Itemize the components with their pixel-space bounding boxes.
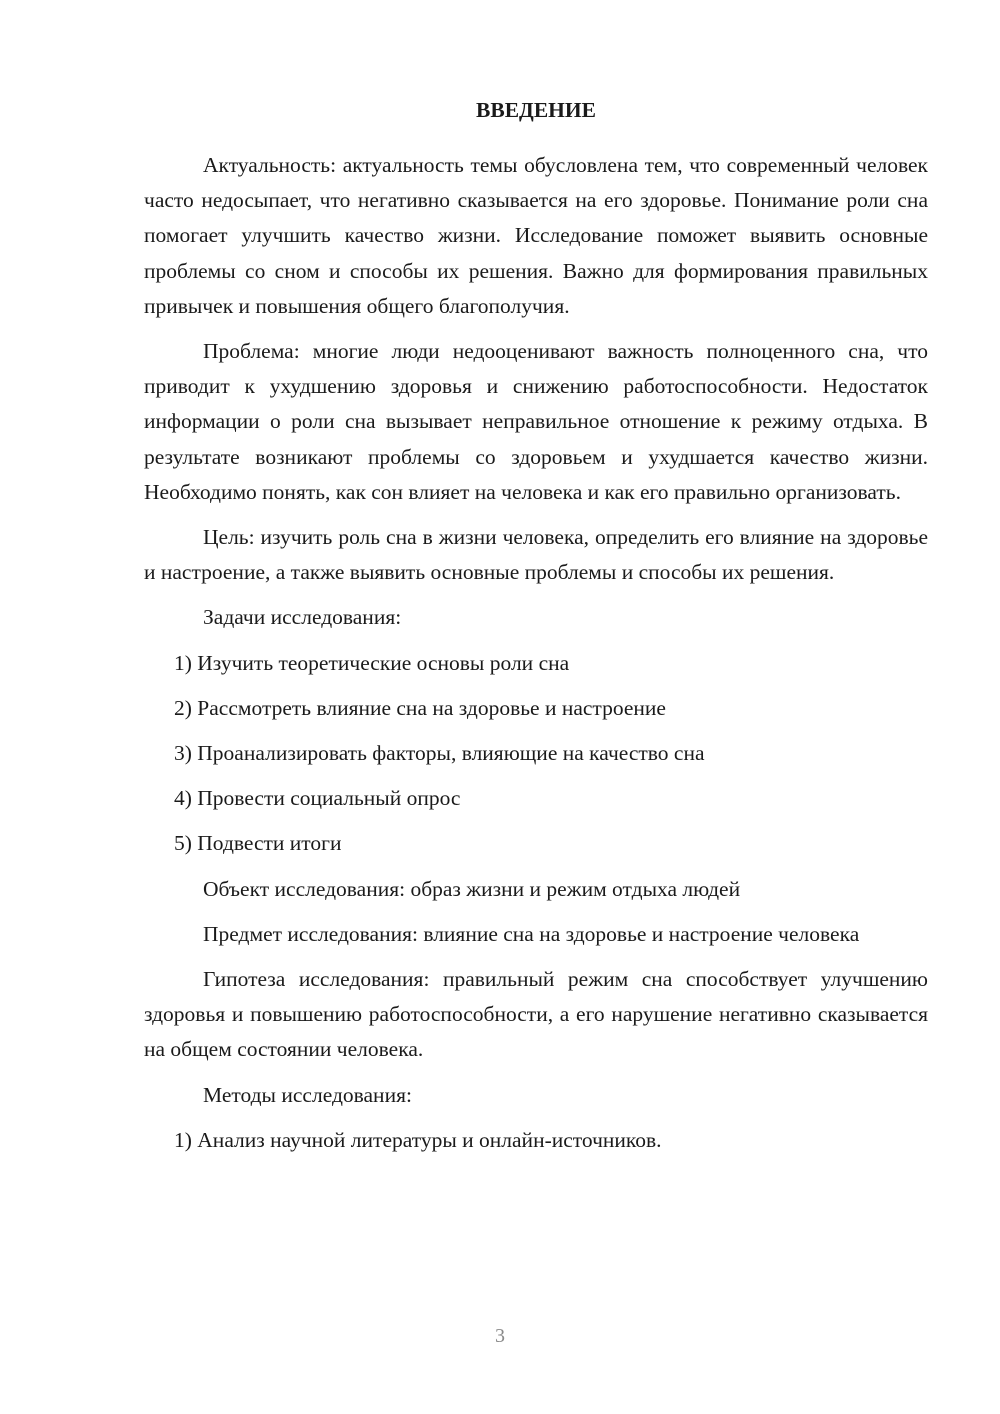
list-item: 2) Рассмотреть влияние сна на здоровье и настроение xyxy=(174,695,666,720)
document-page xyxy=(144,92,928,1168)
paragraph-hypothesis: Гипотеза исследования: правильный режим сна способствует улучшению здоровья и повышению работоспособности, а его нарушение негативно сказывается на общем состоянии человека. xyxy=(144,967,928,1062)
list-item: 5) Подвести итоги xyxy=(174,831,342,856)
paragraph-object: Объект исследования: образ жизни и режим отдыха людей xyxy=(203,876,741,901)
list-item: 4) Провести социальный опрос xyxy=(174,786,461,811)
list-item: 1) Изучить теоретические основы роли сна xyxy=(174,650,570,675)
list-item: 3) Проанализировать факторы, влияющие на качество сна xyxy=(174,741,705,766)
tasks-list xyxy=(144,646,928,862)
paragraph-actuality: Актуальность: актуальность темы обусловлена тем, что современный человек часто недосыпает, что негативно сказывается на его здоровье. Понимание роли сна помогает улучшить качество жизни. Исследование поможет выявить основные проблемы со сном и способы их решения. Важно для формирования правильных привычек и повышения общего благополучия. xyxy=(144,153,928,318)
tasks-title: Задачи исследования: xyxy=(203,605,402,630)
section-heading: ВВЕДЕНИЕ xyxy=(476,98,596,122)
paragraph-subject: Предмет исследования: влияние сна на здоровье и настроение человека xyxy=(203,921,860,946)
methods-list xyxy=(144,1123,928,1158)
paragraph-goal: Цель: изучить роль сна в жизни человека, определить его влияние на здоровье и настроение, а также выявить основные проблемы и способы их решения. xyxy=(144,525,928,585)
paragraph-problem: Проблема: многие люди недооценивают важность полноценного сна, что приводит к ухудшению здоровья и снижению работоспособности. Недостаток информации о роли сна вызывает неправильное отношение к режиму отдыха. В результате возникают проблемы со здоровьем и ухудшается качество жизни. Необходимо понять, как сон влияет на человека и как его правильно организовать. xyxy=(144,339,928,504)
methods-title: Методы исследования: xyxy=(203,1082,412,1107)
list-item: 1) Анализ научной литературы и онлайн-источников. xyxy=(174,1127,662,1152)
page-number: 3 xyxy=(495,1325,505,1347)
